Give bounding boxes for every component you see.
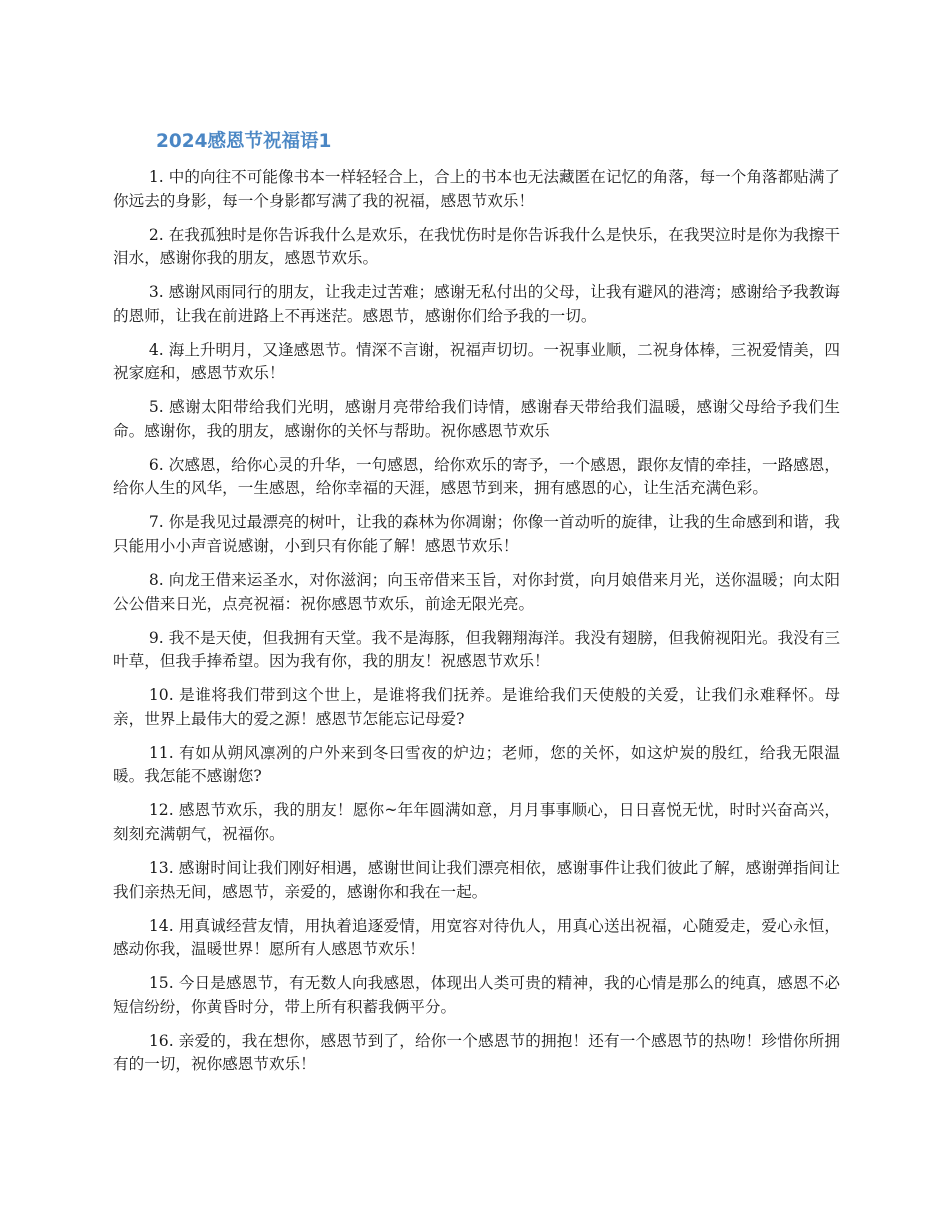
blessing-paragraph-5: 5. 感谢太阳带给我们光明，感谢月亮带给我们诗情，感谢春天带给我们温暖，感谢父母给予我们生命。感谢你，我的朋友，感谢你的关怀与帮助。祝你感恩节欢乐 [113, 398, 840, 440]
document-title: 2024感恩节祝福语1 [156, 131, 332, 152]
document-body [113, 166, 840, 1087]
blessing-paragraph-10: 10. 是谁将我们带到这个世上，是谁将我们抚养。是谁给我们天使般的关爱，让我们永难释怀。母亲，世界上最伟大的爱之源！感恩节怎能忘记母爱? [113, 686, 840, 728]
blessing-paragraph-7: 7. 你是我见过最漂亮的树叶，让我的森林为你凋谢；你像一首动听的旋律，让我的生命感到和谐，我只能用小小声音说感谢，小到只有你能了解！感恩节欢乐！ [113, 513, 840, 556]
blessing-paragraph-1: 1. 中的向往不可能像书本一样轻轻合上，合上的书本也无法藏匿在记忆的角落，每一个角落都贴满了你远去的身影，每一个身影都写满了我的祝福，感恩节欢乐！ [113, 168, 840, 210]
blessing-paragraph-16: 16. 亲爱的，我在想你，感恩节到了，给你一个感恩节的拥抱！还有一个感恩节的热吻！珍惜你所拥有的一切，祝你感恩节欢乐！ [113, 1031, 840, 1074]
blessing-paragraph-15: 15. 今日是感恩节，有无数人向我感恩，体现出人类可贵的精神，我的心情是那么的纯真，感恩不必短信纷纷，你黄昏时分，带上所有积蓄我俩平分。 [113, 974, 840, 1016]
blessing-paragraph-9: 9. 我不是天使，但我拥有天堂。我不是海豚，但我翱翔海洋。我没有翅膀，但我俯视阳光。我没有三叶草，但我手捧希望。因为我有你，我的朋友！祝感恩节欢乐！ [113, 628, 840, 671]
blessing-paragraph-6: 6. 次感恩，给你心灵的升华，一句感恩，给你欢乐的寄予，一个感恩，跟你友情的牵挂，一路感恩，给你人生的风华，一生感恩，给你幸福的天涯，感恩节到来，拥有感恩的心，让生活充满色彩。 [113, 455, 840, 498]
blessing-paragraph-14: 14. 用真诚经营友情，用执着追逐爱情，用宽容对待仇人，用真心送出祝福，心随爱走，爱心永恒，感动你我，温暖世界！愿所有人感恩节欢乐！ [113, 916, 840, 959]
blessing-paragraph-2: 2. 在我孤独时是你告诉我什么是欢乐，在我忧伤时是你告诉我什么是快乐，在我哭泣时是你为我擦干泪水，感谢你我的朋友，感恩节欢乐。 [113, 225, 840, 268]
blessing-paragraph-12: 12. 感恩节欢乐，我的朋友！愿你~年年圆满如意，月月事事顺心，日日喜悦无忧，时时兴奋高兴，刻刻充满朝气，祝福你。 [113, 801, 840, 843]
blessing-paragraph-8: 8. 向龙王借来运圣水，对你滋润；向玉帝借来玉旨，对你封赏，向月娘借来月光，送你温暖；向太阳公公借来日光，点亮祝福：祝你感恩节欢乐，前途无限光亮。 [113, 571, 840, 613]
blessing-paragraph-11: 11. 有如从朔风凛冽的户外来到冬曰雪夜的炉边；老师，您的关怀，如这炉炭的殷红，给我无限温暖。我怎能不感谢您? [113, 743, 840, 786]
blessing-paragraph-3: 3. 感谢风雨同行的朋友，让我走过苦难；感谢无私付出的父母，让我有避风的港湾；感谢给予我教诲的恩师，让我在前进路上不再迷茫。感恩节，感谢你们给予我的一切。 [113, 283, 840, 325]
blessing-paragraph-13: 13. 感谢时间让我们刚好相遇，感谢世间让我们漂亮相依，感谢事件让我们彼此了解，感谢弹指间让我们亲热无间，感恩节，亲爱的，感谢你和我在一起。 [113, 858, 840, 901]
blessing-paragraph-4: 4. 海上升明月，又逢感恩节。情深不言谢，祝福声切切。一祝事业顺，二祝身体棒，三祝爱情美，四祝家庭和，感恩节欢乐！ [113, 340, 840, 383]
